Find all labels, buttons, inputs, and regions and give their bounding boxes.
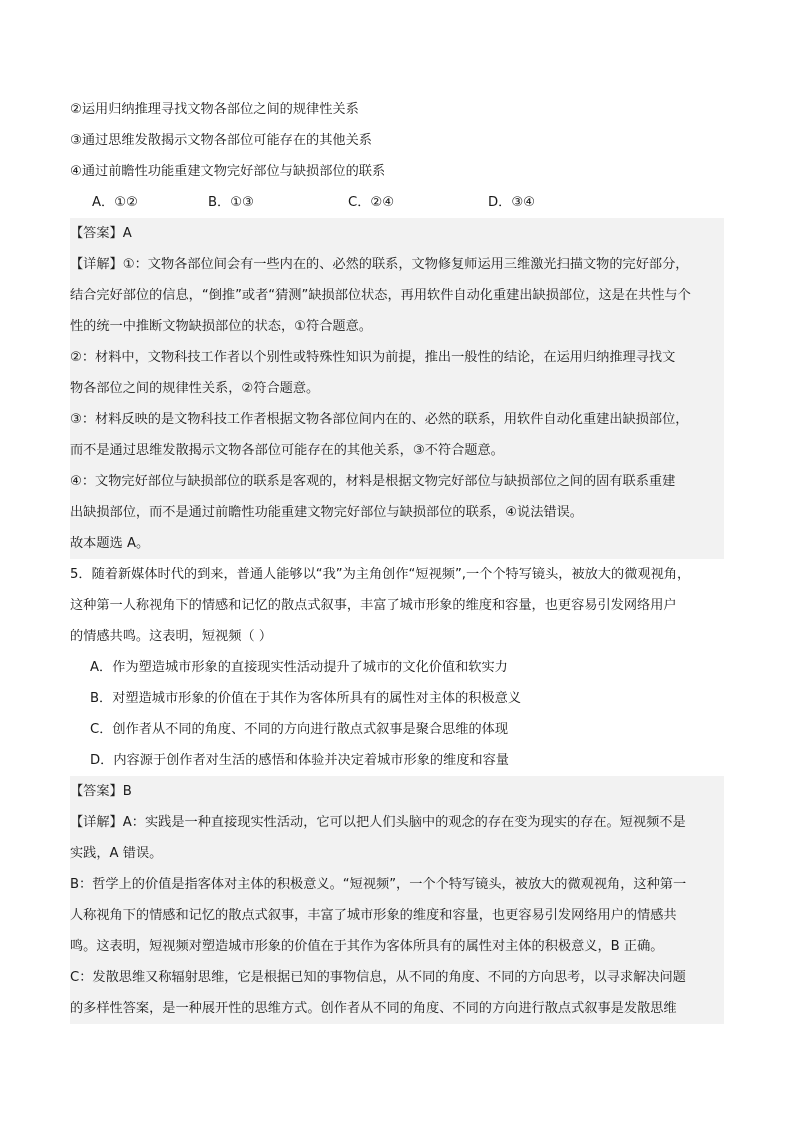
q4-explanation-line: ③：材料反映的是文物科技工作者根据文物各部位间内在的、必然的联系，用软件自动化重建出缺损部位， <box>70 404 724 435</box>
q4-choice-b: B．①③ <box>208 195 254 210</box>
q4-option-2: ②运用归纳推理寻找文物各部位之间的规律性关系 <box>70 102 359 117</box>
q4-explanation-line: 【详解】①：文物各部位间会有一些内在的、必然的联系，文物修复师运用三维激光扫描文物的完好部分， <box>70 249 724 280</box>
q4-explanation-line: 物各部位之间的规律性关系，②符合题意。 <box>70 373 724 404</box>
q4-conclusion: 故本题选 A。 <box>70 528 724 559</box>
q5-answer: 【答案】B <box>70 776 724 807</box>
q5-explanation-line: 鸣。这表明，短视频对塑造城市形象的价值在于其作为客体所具有的属性对主体的积极意义，B 正确。 <box>70 931 724 962</box>
q5-stem-line: 5．随着新媒体时代的到来，普通人能够以“我”为主角创作“短视频”,一个个特写镜头，被放大的微观视角， <box>70 567 691 582</box>
q5-option-d: D．内容源于创作者对生活的感悟和体验并决定着城市形象的维度和容量 <box>90 753 509 768</box>
q4-explanation-line: 出缺损部位，而不是通过前瞻性功能重建文物完好部位与缺损部位的联系，④说法错误。 <box>70 497 724 528</box>
q4-answer: 【答案】A <box>70 218 724 249</box>
q5-option-c: C．创作者从不同的角度、不同的方向进行散点式叙事是聚合思维的体现 <box>90 722 509 737</box>
q4-choice-a: A．①② <box>92 195 138 210</box>
q4-explanation-line: 而不是通过思维发散揭示文物各部位可能存在的其他关系，③不符合题意。 <box>70 435 724 466</box>
q4-option-4: ④通过前瞻性功能重建文物完好部位与缺损部位的联系 <box>70 164 386 179</box>
q4-choice-d: D．③④ <box>488 195 535 210</box>
q5-explanation-line: 实践，A 错误。 <box>70 838 724 869</box>
q4-explanation-line: 性的统一中推断文物缺损部位的状态，①符合题意。 <box>70 311 724 342</box>
q5-option-a: A．作为塑造城市形象的直接现实性活动提升了城市的文化价值和软实力 <box>90 660 508 675</box>
q4-explanation-line: 结合完好部位的信息，“倒推”或者“猜测”缺损部位状态，再用软件自动化重建出缺损部位，这是在共性与个 <box>70 280 724 311</box>
q5-stem-line: 的情感共鸣。这表明，短视频（ ） <box>70 629 273 644</box>
q5-explanation-line: 【详解】A：实践是一种直接现实性活动，它可以把人们头脑中的观念的存在变为现实的存在。短视频不是 <box>70 807 724 838</box>
q4-choices <box>70 187 724 218</box>
document-page <box>70 94 724 1024</box>
q5-option-b: B．对塑造城市形象的价值在于其作为客体所具有的属性对主体的积极意义 <box>90 691 522 706</box>
q5-stem-line: 这种第一人称视角下的情感和记忆的散点式叙事，丰富了城市形象的维度和容量，也更容易引发网络用户 <box>70 598 677 613</box>
q4-explanation-line: ④：文物完好部位与缺损部位的联系是客观的，材料是根据文物完好部位与缺损部位之间的固有联系重建 <box>70 466 724 497</box>
q4-choice-c: C．②④ <box>348 195 395 210</box>
q4-option-3: ③通过思维发散揭示文物各部位可能存在的其他关系 <box>70 133 372 148</box>
q5-explanation-line: B：哲学上的价值是指客体对主体的积极意义。“短视频”，一个个特写镜头，被放大的微观视角，这种第一 <box>70 869 724 900</box>
q5-explanation-line: C：发散思维又称辐射思维，它是根据已知的事物信息，从不同的角度、不同的方向思考，以寻求解决问题 <box>70 962 724 993</box>
q4-explanation-line: ②：材料中，文物科技工作者以个别性或特殊性知识为前提，推出一般性的结论，在运用归纳推理寻找文 <box>70 342 724 373</box>
q5-explanation-line: 人称视角下的情感和记忆的散点式叙事，丰富了城市形象的维度和容量，也更容易引发网络用户的情感共 <box>70 900 724 931</box>
q5-explanation-line: 的多样性答案，是一种展开性的思维方式。创作者从不同的角度、不同的方向进行散点式叙事是发散思维 <box>70 993 724 1024</box>
